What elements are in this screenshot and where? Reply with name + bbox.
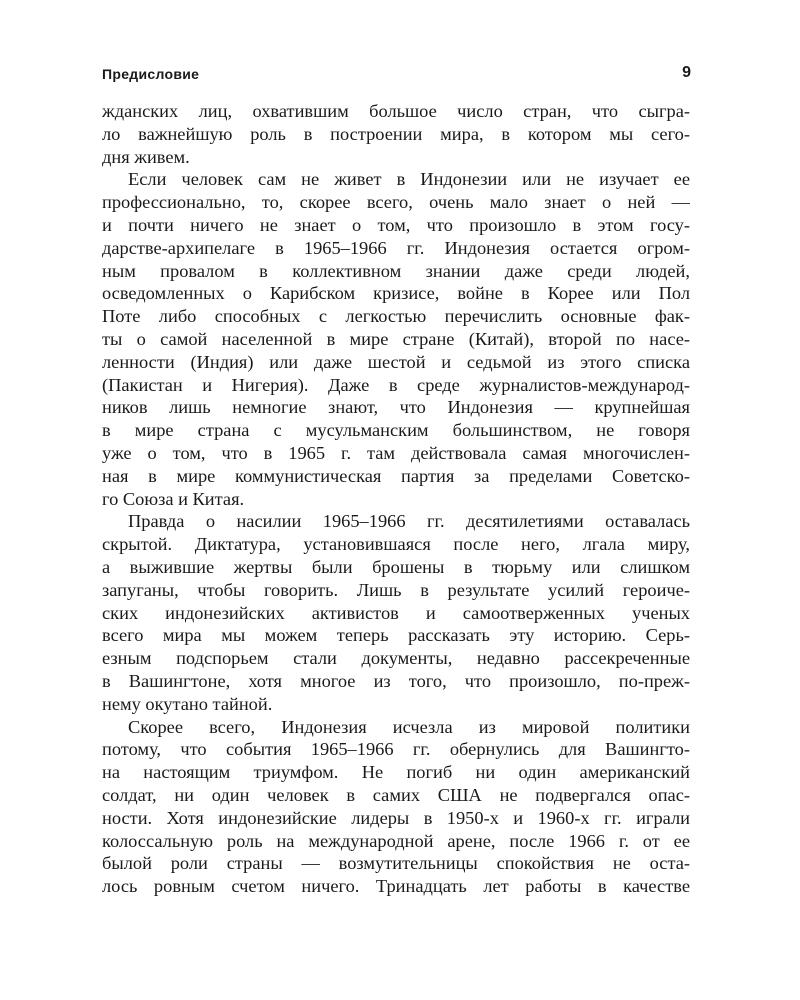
text-line: колоссальную роль на международной арене, после 1966 г. от ее	[102, 830, 690, 851]
text-line: ло важнейшую роль в построении мира, в котором мы сего-	[102, 123, 690, 144]
text-line: жданских лиц, охватившим большое число стран, что сыгра-	[102, 101, 690, 121]
text-line: го Союза и Китая.	[102, 488, 245, 509]
text-line: в Вашингтоне, хотя многое из того, что произошло, по-преж-	[102, 670, 690, 691]
text-line: уже о том, что в 1965 г. там действовала самая многочислен-	[102, 442, 690, 463]
text-line: на настоящим триумфом. Не погиб ни один американский	[102, 762, 690, 783]
text-line: в мире страна с мусульманским большинством, не говоря	[102, 420, 690, 441]
text-line: езным подспорьем стали документы, недавно рассекреченные	[102, 648, 690, 669]
text-line: нему окутано тайной.	[102, 693, 273, 714]
paragraph	[102, 510, 690, 715]
text-line: ная в мире коммунистическая партия за пределами Советско-	[102, 465, 690, 486]
page-number: 9	[682, 64, 691, 81]
text-line: ников лишь немногие знают, что Индонезия — крупнейшая	[102, 397, 690, 418]
text-line: ным провалом в коллективном знании даже среди людей,	[102, 260, 690, 281]
text-line: (Пакистан и Нигерия). Даже в среде журналистов-международ-	[102, 374, 690, 395]
text-line: Поте либо способных с легкостью перечислить основные фак-	[102, 306, 690, 327]
text-line: запуганы, чтобы говорить. Лишь в результате усилий героиче-	[102, 579, 690, 600]
text-line: потому, что события 1965–1966 гг. обернулись для Вашингто-	[102, 739, 690, 760]
text-line: и почти ничего не знает о том, что произошло в этом госу-	[102, 214, 690, 235]
text-line: ты о самой населенной в мире стране (Китай), второй по насе-	[102, 328, 690, 349]
text-line: ских индонезийских активистов и самоотверженных ученых	[102, 602, 690, 623]
text-line: лось ровным счетом ничего. Тринадцать лет работы в качестве	[102, 876, 690, 897]
text-line: былой роли страны — возмутительницы спокойствия не оста-	[102, 853, 690, 874]
text-line: скрытой. Диктатура, установившаяся после него, лгала миру,	[102, 534, 690, 555]
text-line: профессионально, то, скорее всего, очень мало знает о ней —	[102, 192, 690, 213]
text-line: осведомленных о Карибском кризисе, войне в Корее или Пол	[102, 283, 690, 304]
text-line: солдат, ни один человек в самих США не подвергался опас-	[102, 784, 690, 805]
text-line: всего мира мы можем теперь рассказать эту историю. Серь-	[102, 625, 690, 646]
text-line: ности. Хотя индонезийские лидеры в 1950-х и 1960-х гг. играли	[102, 807, 690, 828]
text-line: а выжившие жертвы были брошены в тюрьму или слишком	[102, 556, 690, 577]
paragraph	[102, 716, 690, 898]
running-title: Предисловие	[102, 66, 200, 82]
text-line: Правда о насилии 1965–1966 гг. десятилетиями оставалась	[128, 511, 690, 532]
paragraph	[102, 100, 690, 168]
text-line: Скорее всего, Индонезия исчезла из мировой политики	[128, 716, 690, 737]
text-line: дарстве-архипелаге в 1965–1966 гг. Индонезия остается огром-	[102, 237, 690, 258]
body-text	[102, 100, 690, 898]
paragraph	[102, 168, 690, 510]
text-line: ленности (Индия) или даже шестой и седьмой из этого списка	[102, 351, 690, 372]
text-line: Если человек сам не живет в Индонезии или не изучает ее	[128, 169, 690, 190]
text-line: дня живем.	[102, 146, 190, 167]
